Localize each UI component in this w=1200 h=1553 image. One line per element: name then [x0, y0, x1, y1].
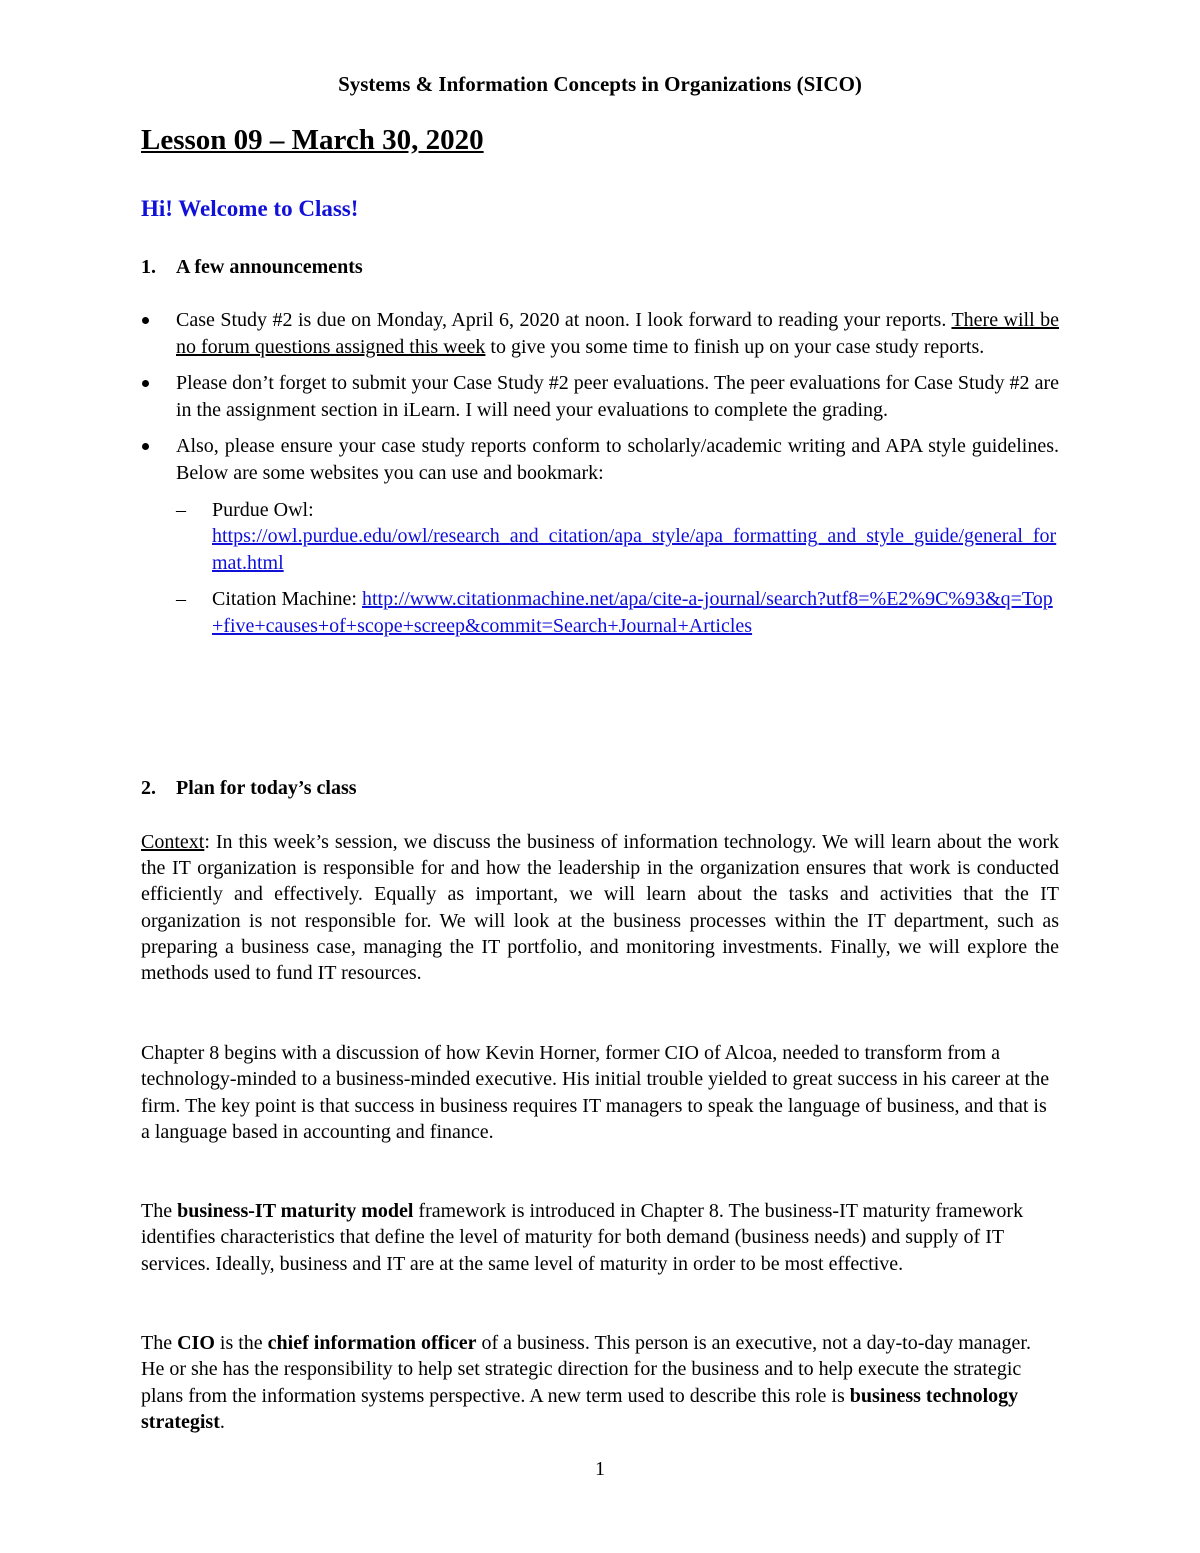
context-paragraph [141, 829, 1059, 986]
running-header: Systems & Information Concepts in Organizations (SICO) [338, 72, 862, 96]
announcement-text: Please don’t forget to submit your Case Study #2 peer evaluations. The peer evaluations for Case Study #2 are in the assignment section in iLearn. I will need your evaluations to complete the grading. [176, 372, 1059, 421]
announcement-text: Also, please ensure your case study reports conform to scholarly/academic writing and APA style guidelines. Below are some websites you can use and bookmark: [176, 435, 1059, 484]
welcome-heading: Hi! Welcome to Class! [141, 196, 359, 221]
context-text: : In this week’s session, we discuss the business of information technology. We will learn about the work the IT organization is responsible for and how the leadership in the organization ensures that work is conducted efficiently and effectively. Equally as important, we will learn about the tasks and activities that the IT organization is not responsible for. We will look at the business processes within the IT department, such as preparing a business case, managing the IT portfolio, and monitoring investments. Finally, we will explore the methods used to fund IT resources. [141, 831, 1059, 985]
purdue-owl-link[interactable]: https://owl.purdue.edu/owl/research_and_citation/apa_style/apa_formatting_and_style_guide/general_format.html [212, 525, 1057, 574]
maturity-model-term: business-IT maturity model [177, 1200, 414, 1222]
cio-paragraph [141, 1330, 1059, 1436]
section-2-heading [141, 777, 357, 800]
maturity-model-paragraph [141, 1198, 1059, 1277]
paragraph-text: is the [214, 1332, 268, 1354]
section-1-title: A few announcements [176, 256, 363, 278]
section-2-title: Plan for today’s class [176, 777, 357, 799]
paragraph-text: . [219, 1411, 225, 1434]
section-1-heading [141, 256, 363, 279]
bookmark-item-citation-machine [176, 586, 1059, 639]
announcement-text: Case Study #2 is due on Monday, April 6, 2020 at noon. I look forward to reading your reports. [176, 309, 952, 331]
announcement-item [141, 433, 1059, 639]
paragraph-text: framework is introduced in Chapter 8. The business-IT maturity framework identifies characteristics that define the level of maturity for both demand (business needs) and supply of IT services. Ideally, business and IT are at the same level of maturity in order to be most effective. [141, 1200, 1024, 1275]
chief-information-officer-term: chief information officer [267, 1332, 477, 1354]
bookmark-label: Citation Machine: [212, 588, 362, 611]
section-1-number: 1. [141, 256, 156, 278]
paragraph-text: The [141, 1200, 178, 1222]
announcement-list [141, 307, 1059, 650]
section-2-number: 2. [141, 777, 156, 799]
context-label: Context [141, 831, 205, 853]
bookmark-list [176, 497, 1059, 640]
bookmark-label: Purdue Owl: [212, 498, 314, 521]
business-technology-strategist-term: business technology strategist [141, 1384, 1019, 1434]
chapter-8-paragraph: Chapter 8 begins with a discussion of how Kevin Horner, former CIO of Alcoa, needed to transform from a technology-minded to a business-minded executive. His initial trouble yielded to great success in his career at the firm. The key point is that success in business requires IT managers to speak the language of business, and that is a language based in accounting and finance. [141, 1042, 1050, 1144]
cio-term: CIO [177, 1332, 215, 1354]
page-number: 1 [595, 1458, 605, 1480]
lesson-title: Lesson 09 – March 30, 2020 [141, 124, 484, 156]
paragraph-text: of a business. This person is an executive, not a day-to-day manager. He or she has the responsibility to help set strategic direction for the business and to help execute the strategic plans from the information systems perspective. A new term used to describe this role is [141, 1332, 1031, 1407]
announcement-text: to give you some time to finish up on your case study reports. [485, 335, 985, 358]
bookmark-item-purdue [176, 497, 1059, 577]
paragraph-text: The [141, 1332, 178, 1354]
citation-machine-link[interactable]: http://www.citationmachine.net/apa/cite-a-journal/search?utf8=%E2%9C%93&q=Top+five+causes+of+scope+screep&commit=Search+Journal+Articles [212, 588, 1053, 637]
announcement-underlined-text: There will be no forum questions assigned this week [176, 309, 1060, 358]
announcement-item [141, 370, 1059, 423]
announcement-item [141, 307, 1059, 360]
